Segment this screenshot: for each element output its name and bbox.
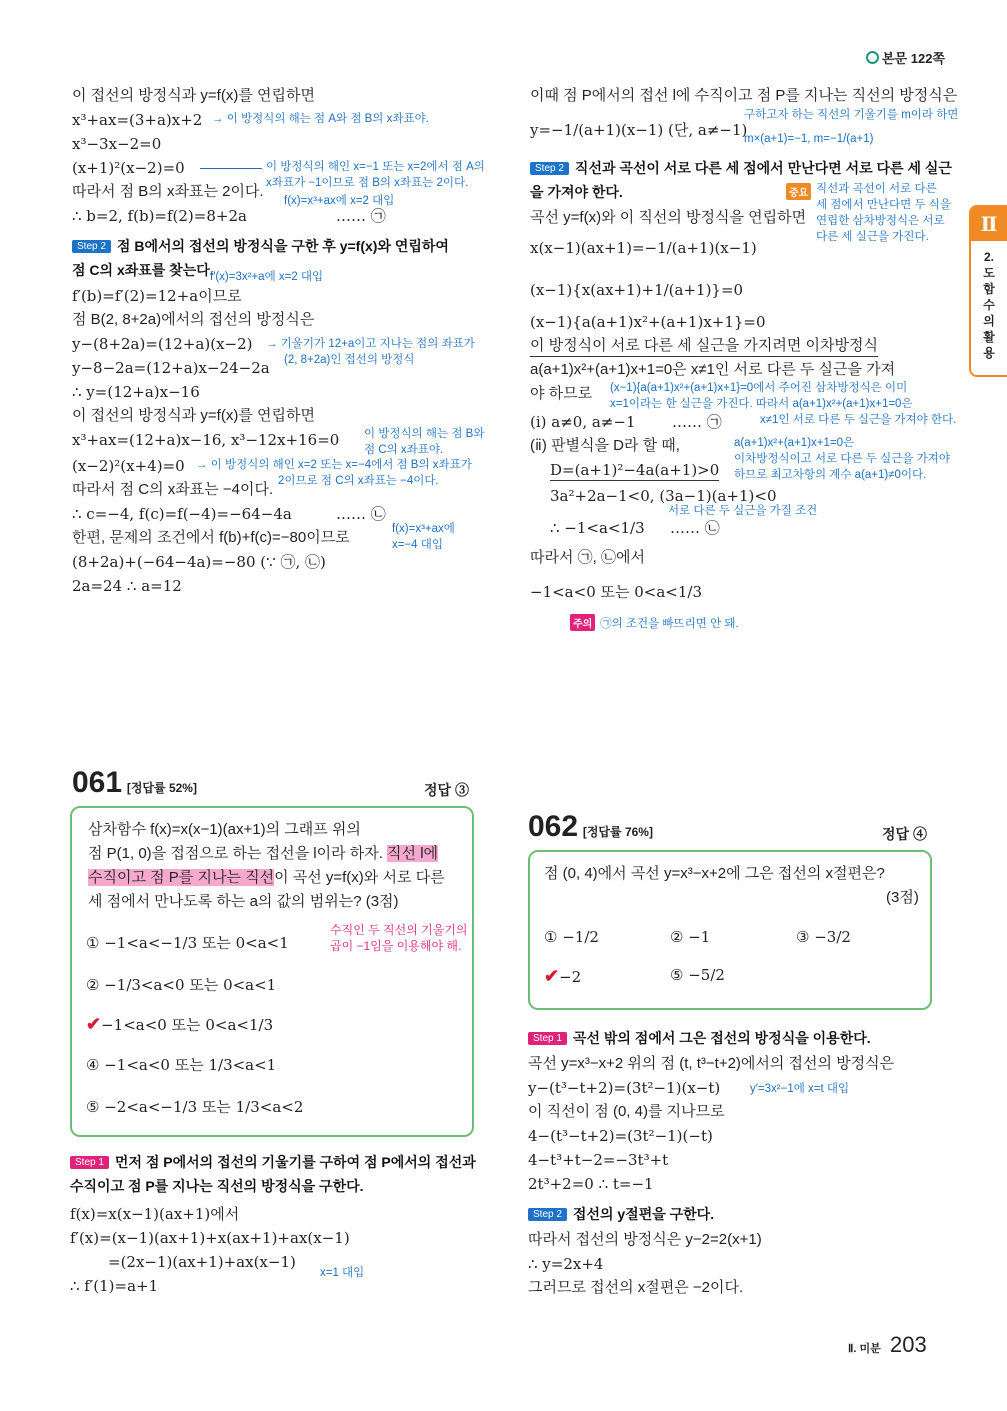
- annotation: 연립한 삼차방정식은 서로: [816, 215, 945, 227]
- chapter-roman: Ⅱ: [971, 207, 1007, 241]
- choice-4[interactable]: ④ −1<a<0 또는 1/3<a<1: [86, 1056, 277, 1074]
- step1-heading: Step 1 먼저 점 P에서의 접선의 기울기를 구하여 점 P에서의 접선과: [70, 1152, 476, 1172]
- annotation: → 이 방정식의 해인 x=2 또는 x=−4에서 점 B의 x좌표가: [196, 459, 472, 471]
- choice-1[interactable]: ① −1<a<−1/3 또는 0<a<1: [86, 934, 289, 952]
- annotation: 구하고자 하는 직선의 기울기를 m이라 하면: [744, 109, 959, 121]
- math-line: x(x−1)(ax+1)=−1/(a+1)(x−1): [530, 239, 757, 257]
- annotation: 이 방정식의 해인 x=−1 또는 x=2에서 점 A의: [266, 161, 485, 173]
- math-line: (x+1)²(x−2)=0: [72, 159, 185, 177]
- math-line: ∴ −1<a<1/3: [550, 519, 645, 537]
- math-line: x³+ax=(3+a)x+2: [72, 111, 203, 129]
- annotation: 서로 다른 두 실근을 가질 조건: [668, 505, 818, 517]
- annotation: 세 점에서 만난다면 두 식을: [816, 199, 951, 211]
- math-line: ∴ b=2, f(b)=f(2)=8+2a: [72, 207, 247, 225]
- math-line: f(x)=x(x−1)(ax+1)에서: [70, 1205, 240, 1223]
- marker: …… ㉠: [672, 413, 722, 431]
- annotation: x좌표가 −1이므로 점 B의 x좌표는 2이다.: [266, 177, 469, 189]
- math-line: 4−t³+t−2=−3t³+t: [528, 1151, 669, 1169]
- chapter-label: 2.도함수의활용: [983, 250, 995, 360]
- math-line: x³−3x−2=0: [72, 135, 162, 153]
- step-badge: Step 2: [72, 240, 111, 253]
- math-line: =(2x−1)(ax+1)+ax(x−1): [108, 1253, 296, 1271]
- text-line: 한편, 문제의 조건에서 f(b)+f(c)=−80이므로: [72, 529, 350, 546]
- annotation: x=1 대입: [320, 1267, 365, 1279]
- text-line: 따라서 점 B의 x좌표는 2이다.: [72, 183, 264, 200]
- math-line: x³+ax=(12+a)x−16, x³−12x+16=0: [72, 431, 340, 449]
- choice-1[interactable]: ① −1/2: [544, 928, 599, 946]
- warning-badge: 주의: [570, 614, 595, 631]
- annotation: (2, 8+2a)인 접선의 방정식: [284, 354, 415, 366]
- annotation: 이차방정식이고 서로 다른 두 실근을 가져야: [734, 453, 950, 465]
- important-badge: 중요: [786, 183, 811, 200]
- math-line: f′(b)=f′(2)=12+a이므로: [72, 287, 242, 305]
- page-number: 203: [890, 1332, 927, 1357]
- annotation: 하므로 최고차항의 계수 a(a+1)≠0이다.: [734, 469, 927, 481]
- math-line: ∴ y=2x+4: [528, 1255, 604, 1273]
- step2-heading: Step 2 접선의 y절편을 구한다.: [528, 1204, 714, 1224]
- question-line: 세 점에서 만나도록 하는 a의 값의 범위는? (3점): [88, 893, 399, 910]
- text-line: 야 하므로: [530, 385, 593, 402]
- text-line: 따라서 ㉠, ㉡에서: [530, 549, 645, 566]
- problem-number: 061: [72, 766, 123, 799]
- annotation: (x−1){a(a+1)x²+(a+1)x+1}=0에서 주어진 삼차방정식은 이미: [610, 382, 908, 394]
- text-line: 그러므로 접선의 x절편은 −2이다.: [528, 1279, 744, 1296]
- annotation: m×(a+1)=−1, m=−1/(a+1): [744, 133, 874, 145]
- choice-4[interactable]: ✔−2: [544, 966, 582, 987]
- correct-rate: [정답률 76%]: [582, 825, 653, 839]
- highlight: 직선 l에: [387, 845, 439, 862]
- math-line: ∴ f′(1)=a+1: [70, 1277, 159, 1295]
- answer-label: 정답 ③: [424, 782, 469, 798]
- footer-section: Ⅱ. 미분: [848, 1343, 881, 1355]
- answer-label: 정답 ④: [882, 826, 927, 842]
- annotation: x≠1인 서로 다른 두 실근을 가져야 한다.: [760, 414, 957, 426]
- marker: …… ㉠: [336, 207, 386, 225]
- important-box: [786, 182, 811, 200]
- math-line: f′(x)=(x−1)(ax+1)+x(ax+1)+ax(x−1): [70, 1229, 350, 1247]
- check-icon: ✔: [86, 1014, 102, 1035]
- math-line: 2a=24 ∴ a=12: [72, 577, 182, 595]
- tip-note: 수직인 두 직선의 기울기의: [330, 923, 468, 937]
- step-badge: Step 1: [528, 1032, 567, 1045]
- question-line: 점 P(1, 0)을 접점으로 하는 접선을 l이라 하자. 직선 l에: [88, 845, 439, 862]
- math-line: 4−(t³−t+2)=(3t²−1)(−t): [528, 1127, 713, 1145]
- step2-heading-cont: 점 C의 x좌표를 찾는다.: [72, 262, 214, 278]
- math-line: D=(a+1)²−4a(a+1)>0: [550, 461, 720, 479]
- choice-5[interactable]: ⑤ −5/2: [670, 966, 725, 984]
- math-line: y−8−2a=(12+a)x−24−2a: [72, 359, 270, 377]
- page-reference: 본문 122쪽: [866, 48, 945, 67]
- text-line: 이때 점 P에서의 접선 l에 수직이고 점 P를 지나는 직선의 방정식은: [530, 87, 958, 104]
- question-line: 삼차함수 f(x)=x(x−1)(ax+1)의 그래프 위의: [88, 821, 361, 838]
- step2-heading-cont: 을 가져야 한다.: [530, 184, 623, 200]
- math-line: y−(8+2a)=(12+a)(x−2): [72, 335, 253, 353]
- math-line: (x−1){a(a+1)x²+(a+1)x+1}=0: [530, 313, 766, 331]
- math-line: (x−1){x(ax+1)+1/(a+1)}=0: [530, 281, 744, 299]
- text-line: 따라서 접선의 방정식은 y−2=2(x+1): [528, 1231, 762, 1248]
- correct-rate: [정답률 52%]: [126, 781, 197, 795]
- choice-5[interactable]: ⑤ −2<a<−1/3 또는 1/3<a<2: [86, 1098, 304, 1116]
- annotation: x=−4 대입: [392, 539, 443, 551]
- chapter-tab[interactable]: [969, 205, 1007, 377]
- annotation: → 이 방정식의 해는 점 A와 점 B의 x좌표야.: [212, 113, 429, 125]
- step2-heading: Step 2 직선과 곡선이 서로 다른 세 점에서 만난다면 서로 다른 세 실근: [530, 158, 952, 178]
- annotation: f(x)=x³+ax에: [392, 523, 455, 535]
- text-line: 이 방정식이 서로 다른 세 실근을 가지려면 이차방정식: [530, 336, 878, 357]
- text-line: 곡선 y=x³−x+2 위의 점 (t, t³−t+2)에서의 접선의 방정식은: [528, 1055, 895, 1072]
- step1-heading: Step 1 곡선 밖의 점에서 그은 접선의 방정식을 이용한다.: [528, 1028, 871, 1048]
- annotation: 다른 세 실근을 가진다.: [816, 231, 929, 243]
- text-line: 이 접선의 방정식과 y=f(x)를 연립하면: [72, 407, 315, 424]
- math-line: 2t³+2=0 ∴ t=−1: [528, 1175, 654, 1193]
- text-line: (ⅱ) 판별식을 D라 할 때,: [530, 437, 680, 454]
- math-line: ∴ c=−4, f(c)=f(−4)=−64−4a: [72, 505, 292, 523]
- text-line: 점 B(2, 8+2a)에서의 접선의 방정식은: [72, 311, 315, 328]
- warning-note: 주의 ㉠의 조건을 빠뜨리면 안 돼.: [570, 613, 739, 632]
- step-badge: Step 2: [528, 1208, 567, 1221]
- annotation: 점 C의 x좌표야.: [364, 444, 444, 456]
- choice-3[interactable]: ③ −3/2: [796, 928, 851, 946]
- question-line: 수직이고 점 P를 지나는 직선이 곡선 y=f(x)와 서로 다른: [88, 869, 445, 886]
- text-line: 이 직선이 점 (0, 4)를 지나므로: [528, 1103, 725, 1120]
- text-line: 곡선 y=f(x)와 이 직선의 방정식을 연립하면: [530, 209, 807, 226]
- problem-header: [72, 766, 197, 800]
- marker: …… ㉡: [336, 505, 386, 523]
- math-line: 3a²+2a−1<0, (3a−1)(a+1)<0: [550, 487, 777, 505]
- text-line: 이 접선의 방정식과 y=f(x)를 연립하면: [72, 87, 315, 104]
- math-line: (x−2)²(x+4)=0: [72, 457, 185, 475]
- annotation: x=1이라는 한 실근을 가진다. 따라서 a(a+1)x²+(a+1)x+1=0은: [610, 398, 913, 410]
- annotation: 2이므로 점 C의 x좌표는 −4이다.: [278, 475, 439, 487]
- math-line: (ⅰ) a≠0, a≠−1: [530, 413, 636, 431]
- annotation: a(a+1)x²+(a+1)x+1=0은: [734, 437, 855, 449]
- text-line: a(a+1)x²+(a+1)x+1=0은 x≠1인 서로 다른 두 실근을 가져: [530, 361, 896, 378]
- highlight: 수직이고 점 P를 지나는 직선: [88, 869, 275, 886]
- annotation: 직선과 곡선이 서로 다른: [816, 183, 937, 195]
- annotation: 이 방정식의 해는 점 B와: [364, 428, 485, 440]
- math-line: ∴ y=(12+a)x−16: [72, 383, 200, 401]
- choice-2[interactable]: ② −1/3<a<0 또는 0<a<1: [86, 976, 277, 994]
- marker: …… ㉡: [670, 519, 720, 537]
- check-icon: ✔: [544, 966, 560, 987]
- choice-2[interactable]: ② −1: [670, 928, 711, 946]
- math-line: y−(t³−t+2)=(3t²−1)(x−t): [528, 1079, 721, 1097]
- arrow-line: [200, 168, 262, 169]
- annotation: f′(x)=3x²+a에 x=2 대입: [210, 271, 324, 283]
- text-line: 따라서 점 C의 x좌표는 −4이다.: [72, 481, 274, 498]
- annotation: y′=3x²−1에 x=t 대입: [750, 1083, 850, 1095]
- math-line: (8+2a)+(−64−4a)=−80 (∵ ㉠, ㉡): [72, 553, 326, 571]
- question-points: (3점): [886, 889, 919, 906]
- step-badge: Step 2: [530, 162, 569, 175]
- tip-note: 곱이 −1임을 이용해야 해.: [330, 939, 462, 953]
- step1-heading-cont: 수직이고 점 P를 지나는 직선의 방정식을 구한다.: [70, 1178, 364, 1194]
- math-line: −1<a<0 또는 0<a<1/3: [530, 583, 703, 601]
- step2-heading: Step 2 점 B에서의 접선의 방정식을 구한 후 y=f(x)와 연립하여: [72, 236, 449, 256]
- problem-number: 062: [528, 810, 579, 843]
- circle-icon: [866, 51, 879, 64]
- problem-header: [528, 810, 653, 844]
- annotation: → 기울기가 12+a이고 지나는 점의 좌표가: [266, 338, 475, 350]
- step-badge: Step 1: [70, 1156, 109, 1169]
- choice-3[interactable]: ✔−1<a<0 또는 0<a<1/3: [86, 1014, 274, 1035]
- annotation: f(x)=x³+ax에 x=2 대입: [284, 195, 395, 207]
- question-line: 점 (0, 4)에서 곡선 y=x³−x+2에 그은 접선의 x절편은?: [544, 865, 885, 882]
- math-line: y=−1/(a+1)(x−1) (단, a≠−1): [530, 121, 748, 139]
